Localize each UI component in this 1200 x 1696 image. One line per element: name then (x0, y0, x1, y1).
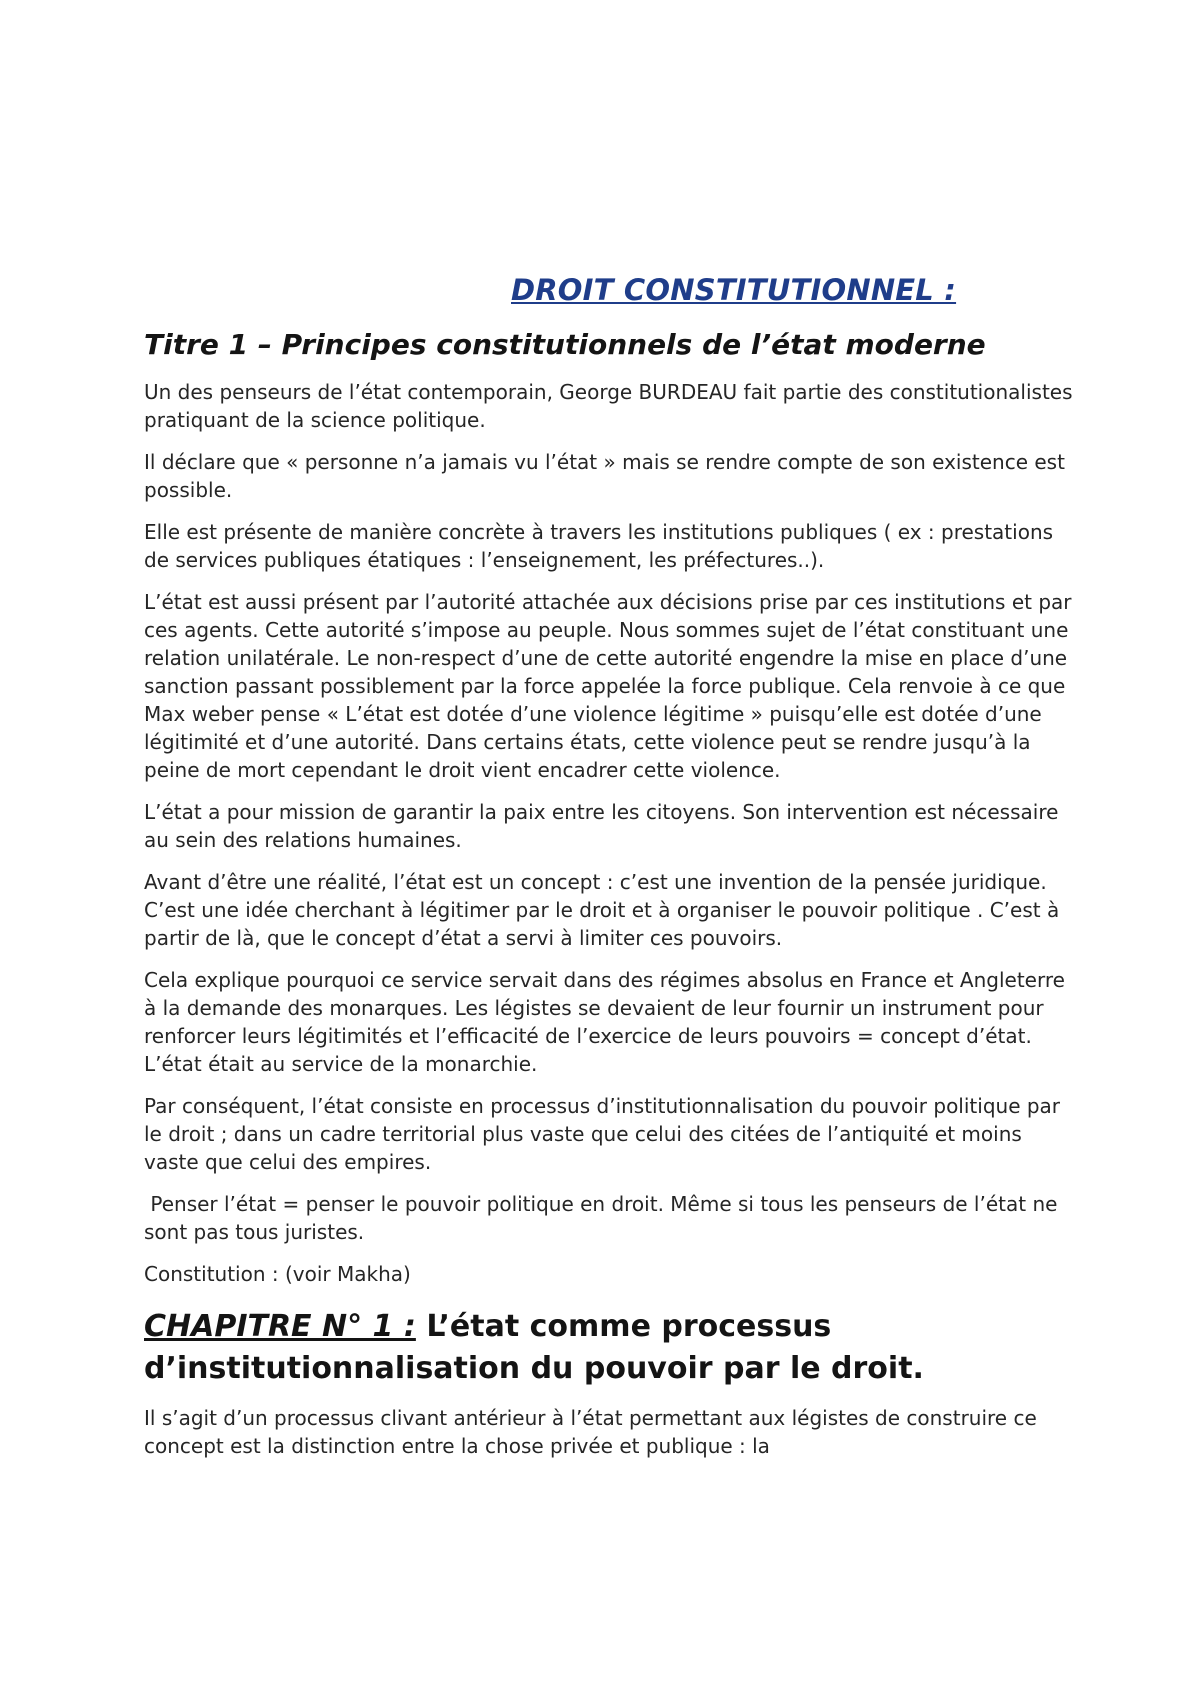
paragraph-mission: L’état a pour mission de garantir la paix entre les citoyens. Son intervention est nécessaire au sein des relations humaines. (144, 800, 1059, 852)
paragraph-concept: Avant d’être une réalité, l’état est un concept : c’est une invention de la pensée juridique. C’est une idée cherchant à légitimer par le droit et à organiser le pouvoir politique . C’est à partir de là, que le concept d’état a servi à limiter ces pouvoirs. (144, 870, 1060, 950)
chapter-label: CHAPITRE N° 1 : (144, 1309, 416, 1344)
chapter-heading (144, 1306, 1074, 1390)
paragraph-quote: Il déclare que « personne n’a jamais vu l’état » mais se rendre compte de son existence est possible. (144, 450, 1065, 502)
document-title: DROIT CONSTITUTIONNEL : (511, 273, 957, 307)
paragraph-penser: Penser l’état = penser le pouvoir politique en droit. Même si tous les penseurs de l’état ne sont pas tous juristes. (144, 1192, 1064, 1244)
paragraph-consequence: Par conséquent, l’état consiste en processus d’institutionnalisation du pouvoir politique par le droit ; dans un cadre territorial plus vaste que celui des citées de l’antiquité et moins vaste que celui des empires. (144, 1094, 1061, 1174)
paragraph-constitution: Constitution : (voir Makha) (144, 1262, 411, 1286)
paragraph-authority: L’état est aussi présent par l’autorité attachée aux décisions prise par ces institutions et par ces agents. Cette autorité s’impose au peuple. Nous sommes sujet de l’état constituant une relation unilatérale. Le non-respect d’une de cette autorité engendre la mise en place d’une sanction passant possiblement par la force appelée la force publique. Cela renvoie à ce que Max weber pense « L’état est dotée d’une violence légitime » puisqu’elle est dotée d’une légitimité et d’une autorité. Dans certains états, cette violence peut se rendre jusqu’à la peine de mort cependant le droit vient encadrer cette violence. (144, 590, 1072, 782)
section-subtitle: Titre 1 – Principes constitutionnels de l’état moderne (144, 328, 986, 361)
paragraph-monarchy: Cela explique pourquoi ce service servait dans des régimes absolus en France et Angleterre à la demande des monarques. Les légistes se devaient de leur fournir un instrument pour renforcer leurs légitimités et l’efficacité de l’exercice de leurs pouvoirs = concept d’état. L’état était au service de la monarchie. (144, 968, 1065, 1076)
paragraph-chapter-intro: Il s’agit d’un processus clivant antérieur à l’état permettant aux légistes de construire ce concept est la distinction entre la chose privée et publique : la (144, 1406, 1037, 1458)
chapter-title: L’état comme processus d’institutionnalisation du pouvoir par le droit. (144, 1309, 924, 1386)
document-body (144, 270, 1074, 1474)
paragraph-burdeau: Un des penseurs de l’état contemporain, George BURDEAU fait partie des constitutionalistes pratiquant de la science politique. (144, 380, 1073, 432)
paragraph-institutions: Elle est présente de manière concrète à travers les institutions publiques ( ex : prestations de services publiques étatiques : l’enseignement, les préfectures..). (144, 520, 1054, 572)
